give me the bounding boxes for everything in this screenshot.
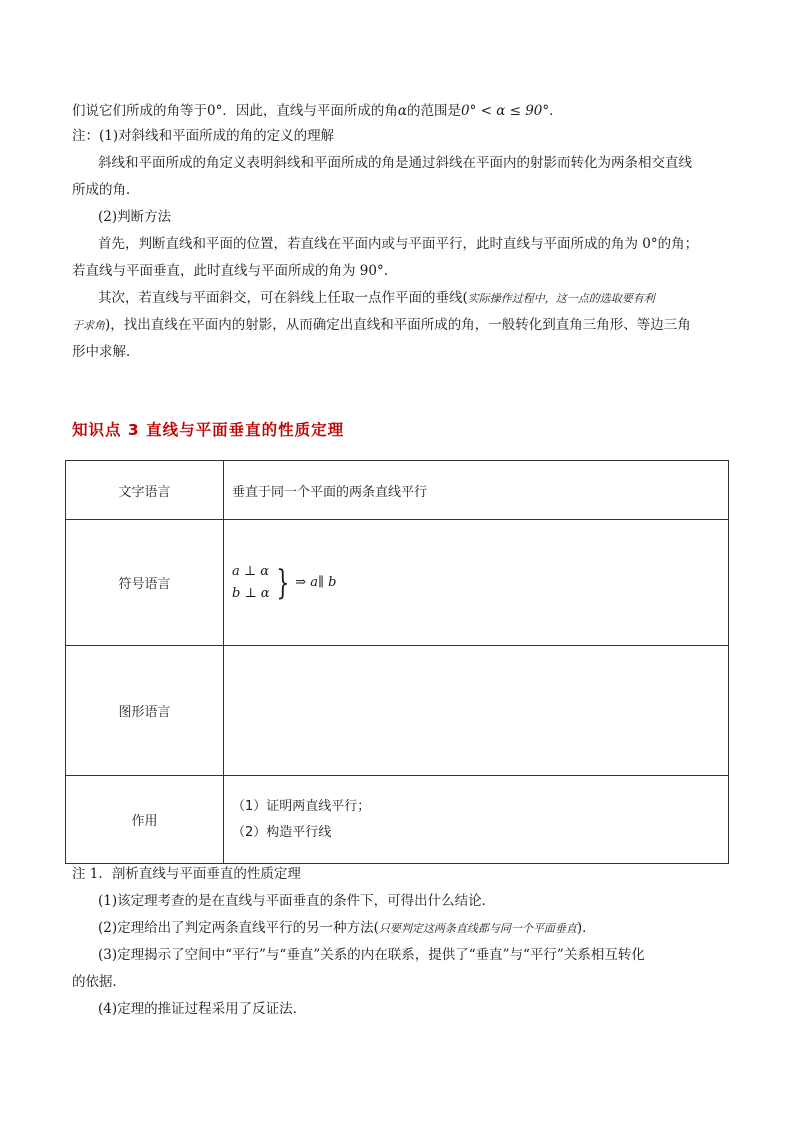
row-label-usage: 作用 <box>66 776 224 864</box>
row-content-symbol-language <box>224 520 729 646</box>
theorem-table <box>65 460 729 864</box>
intro-text: ． <box>549 103 563 119</box>
premise-b: b ⊥ α <box>232 585 270 601</box>
brace-symbol: } <box>275 562 289 603</box>
intro-text: ．因此，直线与平面所成的角 <box>222 103 398 119</box>
note-3-body-end: 形中求解． <box>72 344 140 360</box>
note-3-text: )，找出直线在平面内的射影，从而确定出直线和平面所成的角，一般转化到直角三角形、等边三角 <box>105 317 691 333</box>
note-3-body-cont <box>72 315 691 336</box>
note-3-remark: 实际操作过程中，这一点的选取要有利 <box>467 292 655 305</box>
row-content-figure-language <box>224 646 729 776</box>
angle-range: 0° < α ≤ 90° <box>460 103 550 119</box>
row-content-text-language: 垂直于同一个平面的两条直线平行 <box>224 461 729 520</box>
symbolic-statement <box>232 561 728 605</box>
usage-item-2: （2）构造平行线 <box>232 824 332 840</box>
note-1-body-cont: 所成的角． <box>72 182 140 198</box>
note-2-title: (2)判断方法 <box>98 209 172 225</box>
intro-line-1 <box>72 101 563 121</box>
premise-a: a ⊥ α <box>232 563 270 579</box>
usage-item-1: （1）证明两直线平行； <box>232 798 371 814</box>
notes-item-4: (4)定理的推证过程采用了反证法． <box>98 1001 307 1017</box>
conclusion: ⇒ a∥ b <box>295 575 337 590</box>
table-row <box>66 520 729 646</box>
note-2-body: 首先，判断直线和平面的位置，若直线在平面内或与平面平行，此时直线与平面所成的角为 0°的角； <box>98 236 699 252</box>
note-3-text: 其次，若直线与平面斜交，可在斜线上任取一点作平面的垂线( <box>98 290 468 306</box>
notes-item-1: (1)该定理考查的是在直线与平面垂直的条件下，可得出什么结论． <box>98 893 496 909</box>
notes-item-3: (3)定理揭示了空间中“平行”与“垂直”关系的内在联系，提供了“垂直”与“平行”关系相互转化 <box>98 947 645 963</box>
note-1-body: 斜线和平面所成的角定义表明斜线和平面所成的角是通过斜线在平面内的射影而转化为两条相交直线 <box>98 155 692 171</box>
note-1-title: 注：(1)对斜线和平面所成的角的定义的理解 <box>72 128 335 144</box>
notes-text: (2)定理给出了判定两条直线平行的另一种方法( <box>98 920 379 936</box>
row-label-text-language: 文字语言 <box>66 461 224 520</box>
note-3-remark: 于求角 <box>72 319 105 332</box>
intro-text: 的范围是 <box>406 103 461 119</box>
row-label-symbol-language: 符号语言 <box>66 520 224 646</box>
notes-item-3-cont: 的依据． <box>72 974 126 990</box>
notes-title: 注 1．剖析直线与平面垂直的性质定理 <box>72 866 301 882</box>
intro-text: 们说它们所成的角等于 <box>72 103 207 119</box>
section-title: 知识点 3 直线与平面垂直的性质定理 <box>72 421 345 439</box>
table-row <box>66 646 729 776</box>
note-2-body-cont: 若直线与平面垂直，此时直线与平面所成的角为 90°. <box>72 263 389 279</box>
row-label-figure-language: 图形语言 <box>66 646 224 776</box>
table-row <box>66 776 729 864</box>
note-3-body <box>98 288 655 309</box>
notes-item-2 <box>98 918 596 939</box>
notes-text: )． <box>576 920 596 936</box>
degree-value: 0° <box>207 103 223 119</box>
alpha-symbol: α <box>397 103 407 119</box>
row-content-usage <box>224 776 729 864</box>
notes-remark: 只要判定这两条直线都与同一个平面垂直 <box>378 922 577 935</box>
table-row <box>66 461 729 520</box>
